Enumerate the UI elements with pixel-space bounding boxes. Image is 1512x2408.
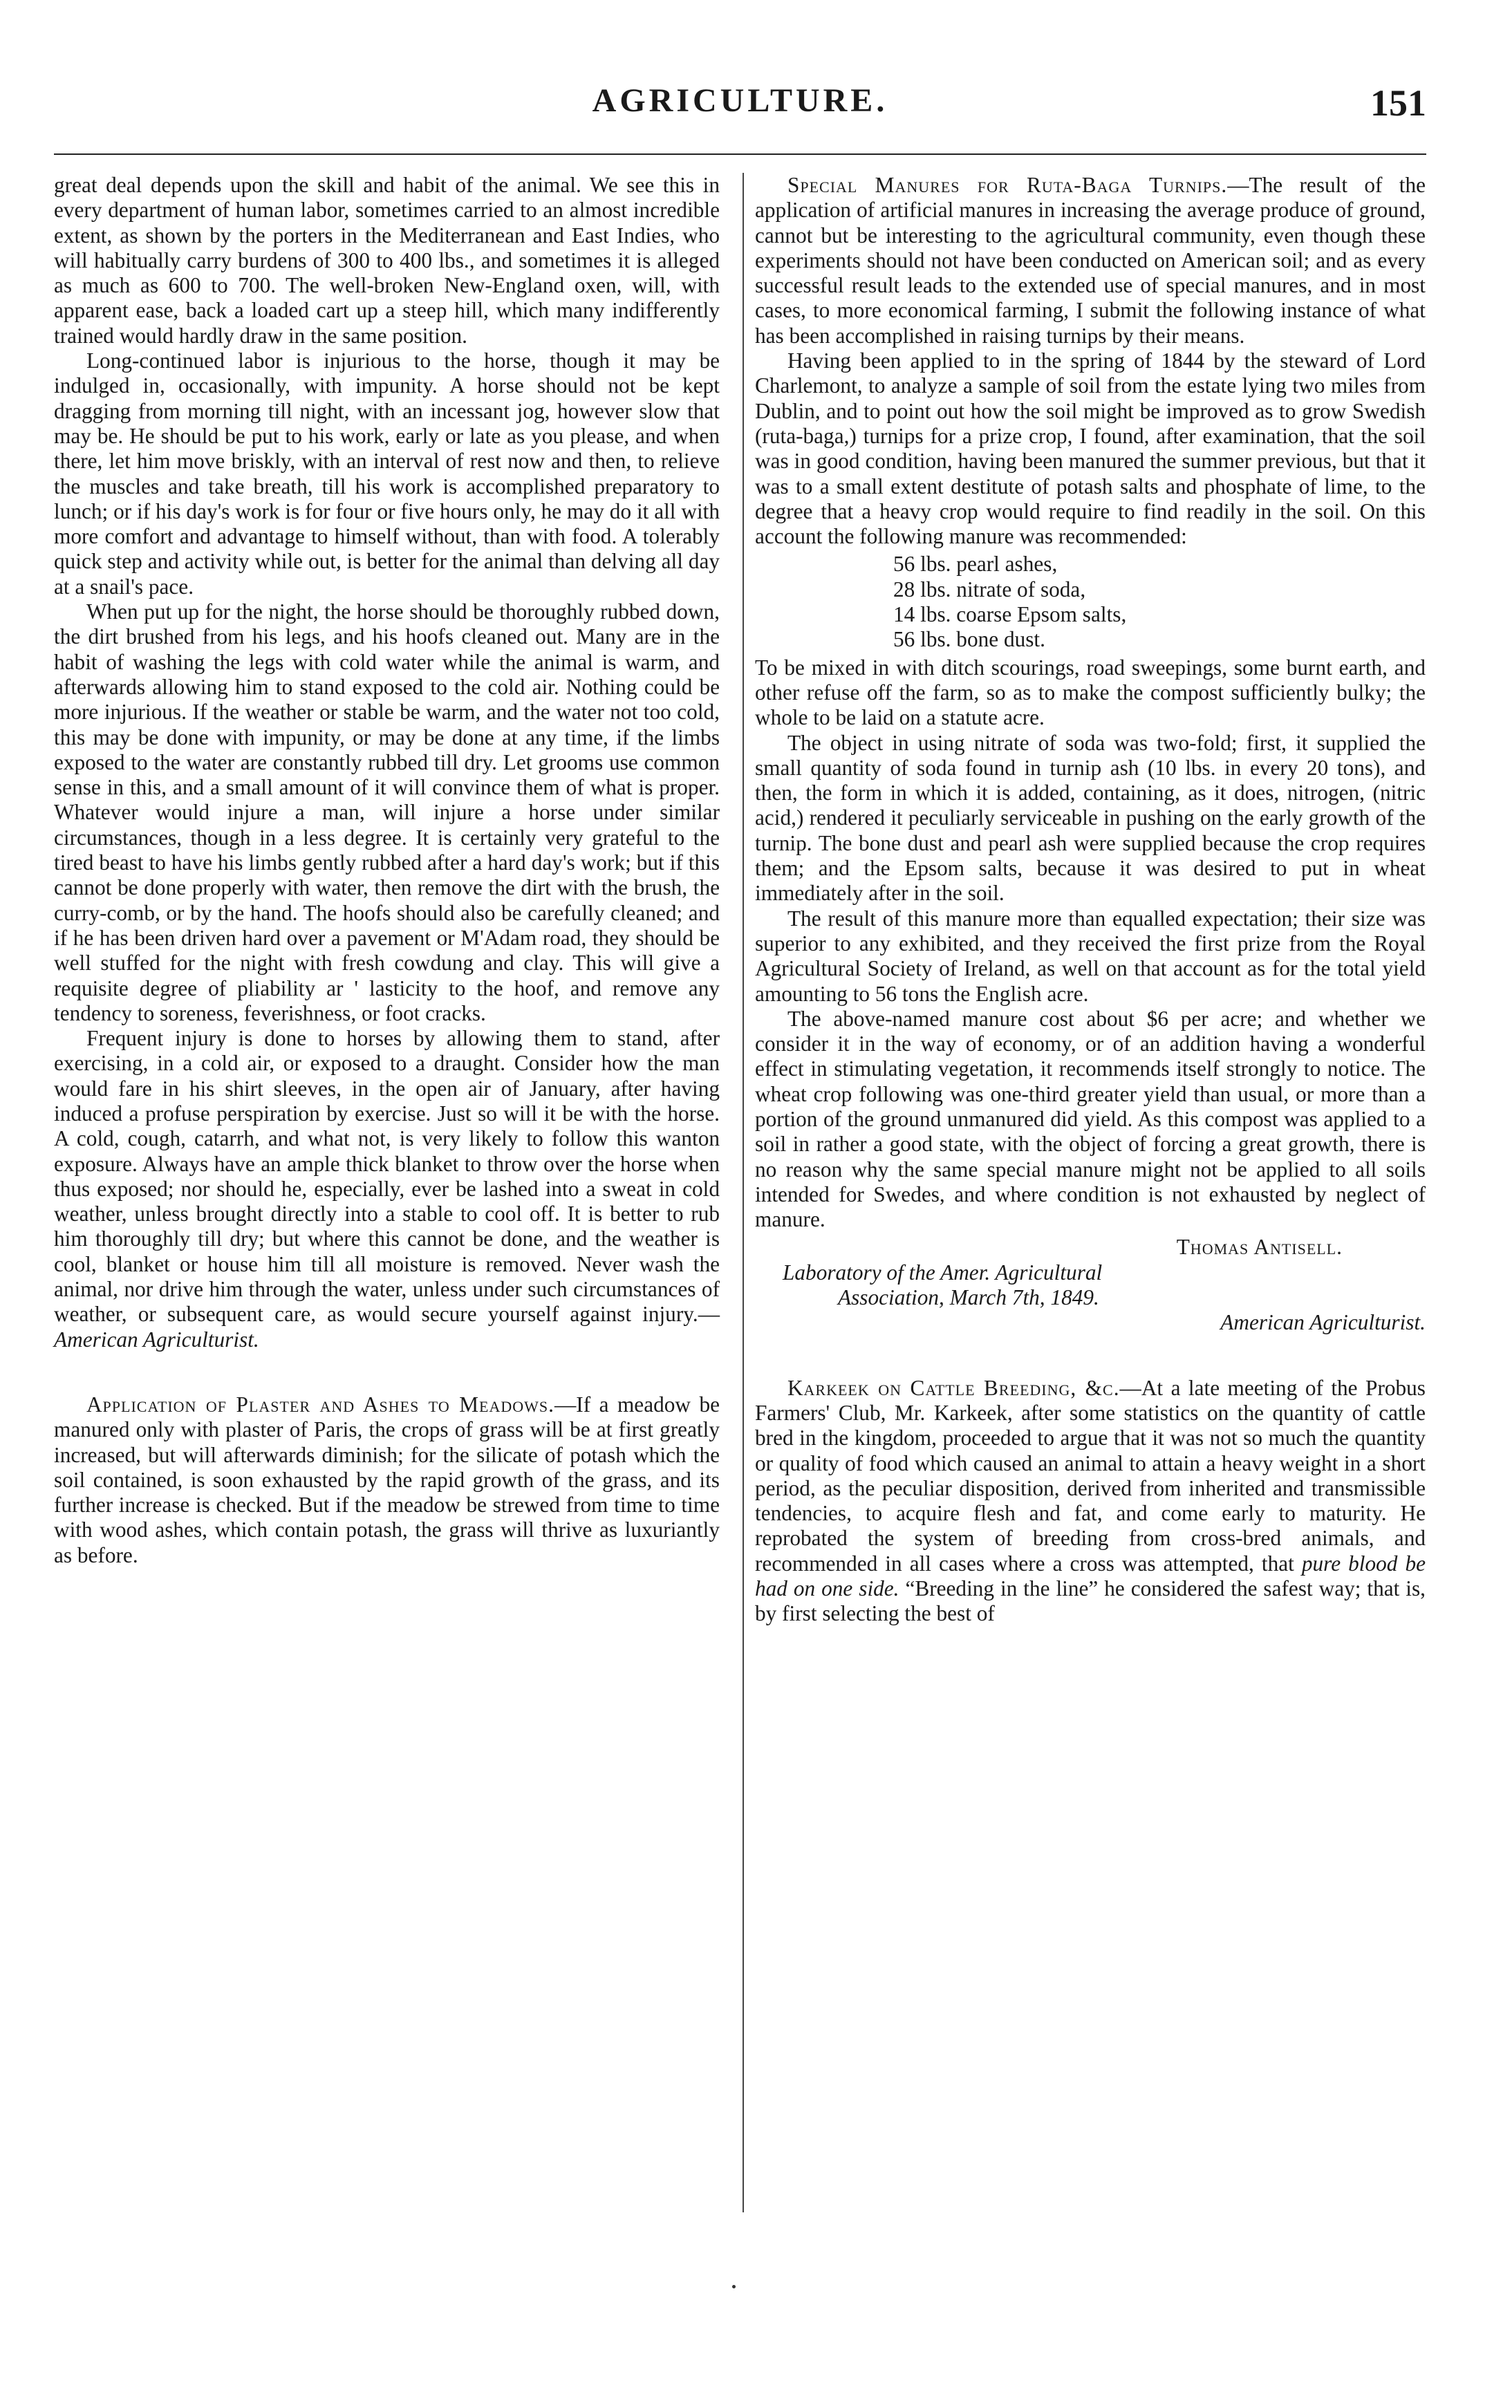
recipe-item: 56 lbs. bone dust. bbox=[893, 627, 1045, 652]
laboratory-line: Laboratory of the Amer. Agricultural bbox=[783, 1260, 1103, 1285]
article-body: —If a meadow be manured only with plaster of Paris, the crops of grass will be at first greatly increased, but will afterwards diminish; for the silicate of potash which the soil contained, is soon exhausted by the rapid growth of the grass, and its further increase is checked. But if the meadow be strewed from time to time with wood ashes, which contain potash, the grass will thrive as luxuriantly as before. bbox=[54, 1392, 720, 1567]
article-cattle-breeding bbox=[755, 1376, 1426, 1627]
paragraph: great deal depends upon the skill and habit of the animal. We see this in every department of human labor, sometimes carried to an almost incredible extent, as shown by the porters in the Mediterranean and East Indies, who will habitually carry burdens of 300 to 400 lbs., and sometimes it is alleged as much as 600 to 700. The well-broken New-England oxen, will, with apparent ease, back a loaded cart up a steep hill, which many indifferently trained would hardly draw in the same position. bbox=[54, 173, 720, 348]
ink-speck bbox=[732, 2285, 736, 2288]
paragraph: When put up for the night, the horse should be thoroughly rubbed down, the dirt brushed from his legs, and his hoofs cleaned out. Many are in the habit of washing the legs with cold water while the animal is warm, and afterwards allowing him to stand exposed to the cold air. Nothing could be more injurious. If the weather or stable be warm, and the water not too cold, this may be done with impunity, or may be done at any time, if the limbs exposed to the water are constantly rubbed till dry. Let grooms use common sense in this, and a small amount of it will convince them of what is proper. Whatever would injure a man, will injure a horse under similar circumstances, though in a less degree. It is certainly very grateful to the tired beast to have his limbs gently rubbed after a hard day's work; but if this cannot be done properly with water, then remove the dirt with the brush, the curry-comb, or by the hand. The hoofs should also be carefully cleaned; and if he has been driven hard over a pavement or M'Adam road, they should be well stuffed for the night with fresh cowdung and clay. This will give a requisite degree of pliability ar ' lasticity to the hoof, and remove any tendency to soreness, feverishness, or foot cracks. bbox=[54, 599, 720, 1025]
paragraph bbox=[54, 1026, 720, 1352]
running-head bbox=[54, 82, 1426, 137]
right-column bbox=[755, 173, 1426, 1627]
article-plaster-ashes bbox=[54, 1392, 720, 1568]
article-emphasis: pure blood be had on one side. bbox=[755, 1551, 1426, 1601]
paragraph: The above-named manure cost about $6 per acre; and whether we consider it in the way of economy, or of an addition having a wonderful effect in stimulating vegetation, it recommends itself strongly to notice. The wheat crop following was one-third greater yield than usual, or more than a portion of the ground unmanured did yield. As this compost was applied to a soil in rather a good state, with the object of forcing a great growth, there is no reason why the same special manure might not be applied to all soils intended for Swedes, and where condition is not exhausted by neglect of manure. bbox=[755, 1006, 1426, 1232]
column-divider bbox=[743, 173, 744, 2212]
section-gap bbox=[755, 1336, 1426, 1376]
article-body-continued: “Breeding in the line” he considered the safest way; that is, by first selecting the best of bbox=[755, 1576, 1426, 1626]
author-signature: Thomas Antisell. bbox=[1176, 1235, 1343, 1260]
recipe-item: 28 lbs. nitrate of soda, bbox=[893, 577, 1086, 601]
source-attribution: American Agriculturist. bbox=[1220, 1310, 1426, 1335]
recipe-item: 14 lbs. coarse Epsom salts, bbox=[893, 602, 1127, 627]
laboratory-date-line: Association, March 7th, 1849. bbox=[838, 1285, 1099, 1310]
recipe-item: 56 lbs. pearl ashes, bbox=[893, 552, 1058, 577]
paragraph-text: Frequent injury is done to horses by allowing them to stand, after exercising, in a cold air, or exposed to a draught. Consider how the man would fare in his shirt sleeves, in the open air of January, after having induced a profuse perspiration by exercise. Just so will it be with the horse. A cold, cough, catarrh, and what not, is very likely to follow this wanton exposure. Always have an ample thick blanket to throw over the horse when thus exposed; nor should he, especially, ever be lashed into a sweat in cold weather, unless brought directly into a stable to cool off. It is better to rub him thoroughly till dry; but where this cannot be done, and the weather is cool, blanket or house him till all moisture is removed. Never wash the animal, nor drive him through the water, unless under such circumstances of weather, or subsequent care, as would secure yourself against injury.— bbox=[54, 1026, 720, 1327]
running-title: AGRICULTURE. bbox=[592, 82, 888, 119]
article-body: —At a late meeting of the Probus Farmers' Club, Mr. Karkeek, after some statistics on the quantity of cattle bred in the kingdom, proceeded to argue that it was not so much the quantity or quality of food which caused an animal to attain a heavy weight in a short period, as the peculiar disposition, derived from inherited and transmissible tendencies, to acquire flesh and fat, and come early to maturity. He reprobated the system of breeding from cross-bred animals, and recommended in all cases where a cross was attempted, that bbox=[755, 1375, 1426, 1576]
section-gap bbox=[54, 1352, 720, 1392]
article-body: —The result of the application of artificial manures in increasing the average produce of ground, cannot but be interesting to the agricultural community, even though these experiments should not have been conducted on American soil; and as every successful result leads to the extended use of special manures, and in most cases, to more economical farming, I submit the following instance of what has been accomplished in raising turnips by their means. bbox=[755, 173, 1426, 348]
article-heading: Special Manures for Ruta-Baga Turnips. bbox=[787, 173, 1228, 197]
paragraph: Long-continued labor is injurious to the horse, though it may be indulged in, occasionally, with impunity. A horse should not be kept dragging from morning till night, with an incessant jog, however slow that may be. He should be put to his work, early or late as you please, and when there, let him move briskly, with an interval of rest now and then, to relieve the muscles and take breath, till his work is accomplished preparatory to lunch; or if his day's work is for four or five hours only, he may do it all with more comfort and advantage to himself without, than with food. A tolerably quick step and activity while out, is better for the animal than delving all day at a snail's pace. bbox=[54, 348, 720, 599]
paragraph: The result of this manure more than equalled expectation; their size was superior to any exhibited, and they received the first prize from the Royal Agricultural Society of Ireland, as well on that account as for the total yield amounting to 56 tons the English acre. bbox=[755, 906, 1426, 1006]
article-heading: Karkeek on Cattle Breeding, &c. bbox=[787, 1375, 1120, 1400]
header-rule bbox=[54, 153, 1426, 155]
paragraph: Having been applied to in the spring of 1844 by the steward of Lord Charlemont, to analyze a sample of soil from the estate lying two miles from Dublin, and to point out how the soil might be improved as to grow Swedish (ruta-baga,) turnips for a prize crop, I found, after examination, that the soil was in good condition, having been manured the summer previous, but that it was to a small extent destitute of potash salts and phosphate of lime, to the degree that a heavy crop would require to find readily in the soil. On this account the following manure was recommended: bbox=[755, 348, 1426, 549]
left-column bbox=[54, 173, 720, 1568]
manure-recipe-list bbox=[893, 552, 1426, 652]
source-attribution: American Agriculturist. bbox=[54, 1327, 259, 1352]
paragraph: The object in using nitrate of soda was two-fold; first, it supplied the small quantity of soda found in turnip ash (10 lbs. in every 20 tons), and then, the form in which it is added, containing, as it does, nitrogen, (nitric acid,) rendered it peculiarly serviceable in pushing on the early growth of the turnip. The bone dust and pearl ash were supplied because the crop requires them; and the Epsom salts, because it was desired to put in wheat immediately after in the soil. bbox=[755, 730, 1426, 906]
article-heading: Application of Plaster and Ashes to Meadows. bbox=[86, 1392, 554, 1417]
article-special-manures bbox=[755, 173, 1426, 348]
page-number: 151 bbox=[1370, 82, 1426, 124]
paragraph: To be mixed in with ditch scourings, road sweepings, some burnt earth, and other refuse off the farm, so as to make the compost sufficiently bulky; the whole to be laid on a statute acre. bbox=[755, 655, 1426, 730]
